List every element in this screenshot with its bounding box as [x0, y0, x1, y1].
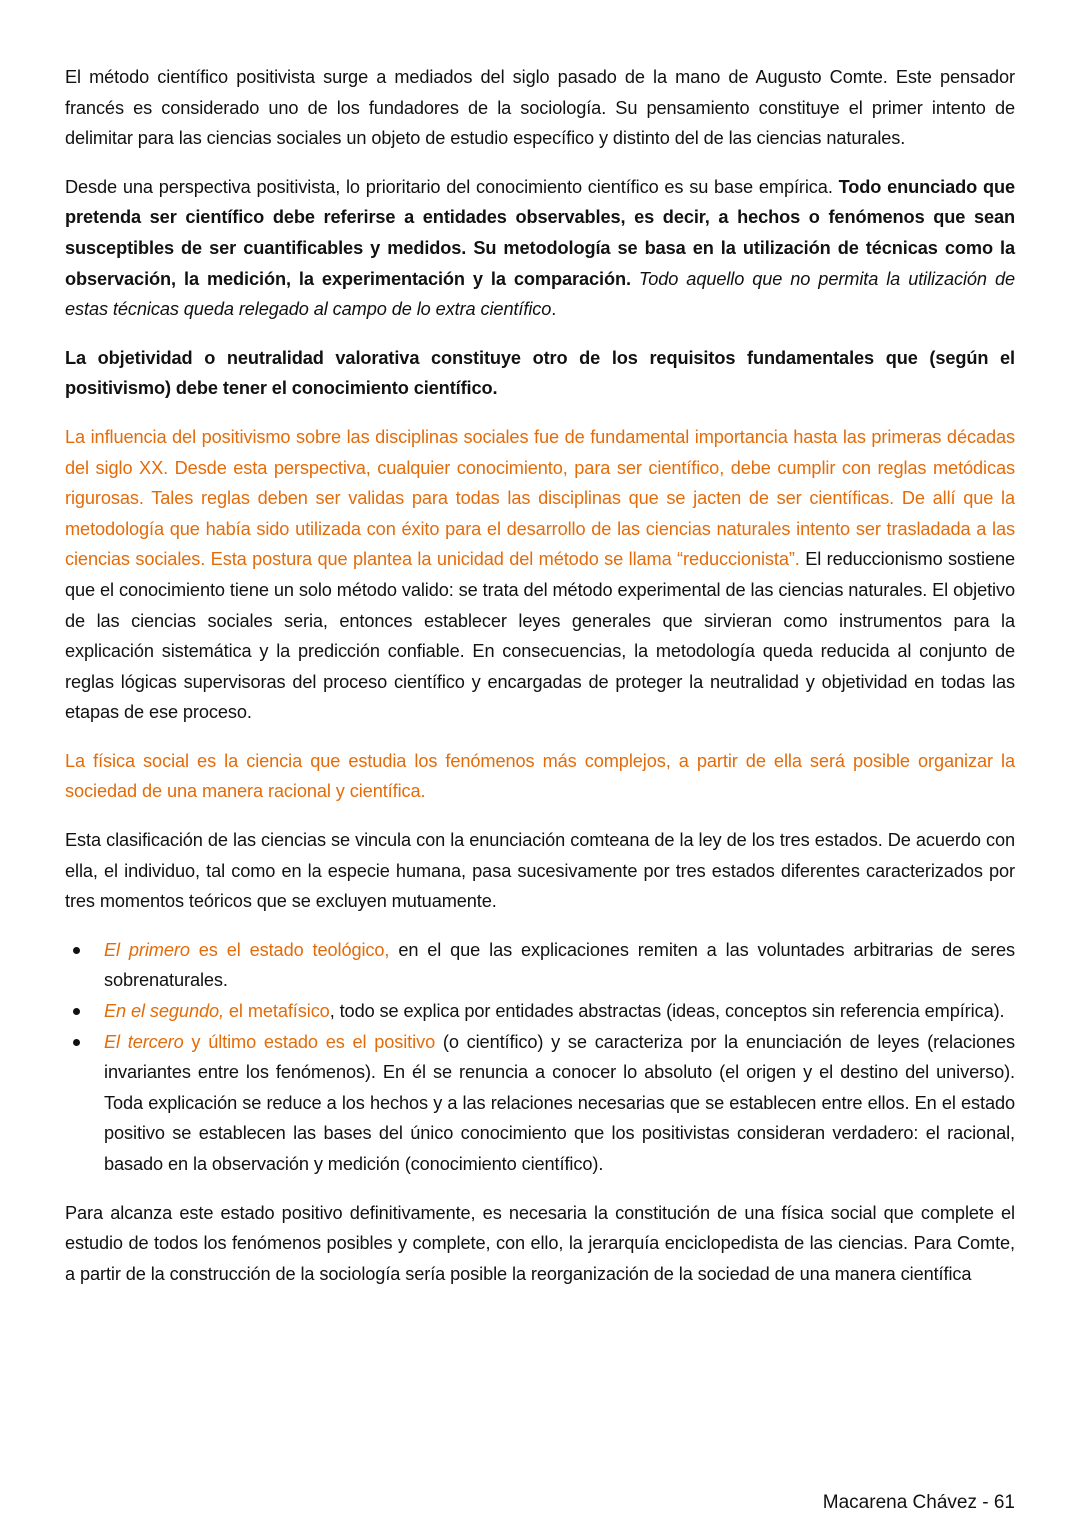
list-item-theological-state: [65, 935, 1015, 996]
text-segment: (o científico) y se caracteriza por la enunciación de leyes (relaciones invariantes entre los fenómenos). En él se renuncia a conocer lo absoluto (el origen y el destino del universo). Toda explicación se reduce a los hechos y a las relaciones necesarias que se establecen entre ellos. En el estado positivo se establecen las bases del único conocimiento que los positivistas consideran verdadero: el racional, basado en la observación y medición (conocimiento científico).: [104, 1031, 1015, 1174]
footer-author-page: Macarena Chávez - 61: [822, 1492, 1015, 1513]
paragraph-three-states-intro: [65, 825, 1015, 917]
text-segment: El reduccionismo sostiene que el conocimiento tiene un solo método valido: se trata del método experimental de las ciencias naturales. El objetivo de las ciencias sociales seria, entonces establecer leyes generales que sirvieran como instrumentos para la explicación sistemática y la predicción confiable. En consecuencias, la metodología queda reducida al conjunto de reglas lógicas supervisoras del proceso científico y encargadas de proteger la neutralidad y objetividad en todas las etapas de ese proceso.: [65, 549, 1015, 723]
italic-text-segment: Todo aquello que no permita la utilización de estas técnicas queda relegado al campo de lo extra científico: [65, 268, 1015, 320]
bold-text-segment: Todo enunciado que pretenda ser científico debe referirse a entidades observables, es decir, a hechos o fenómenos que sean susceptibles de ser cuantificables y medidos. Su metodología se basa en la utilización de técnicas como la observación, la medición, la experimentación y la comparación.: [65, 176, 1015, 289]
document-page: [65, 62, 1015, 1307]
highlighted-text-segment: es el estado teológico,: [189, 939, 390, 960]
highlighted-text-segment: y último estado es el positivo: [183, 1031, 436, 1052]
paragraph-closing: [65, 1198, 1015, 1290]
three-states-list: [65, 935, 1015, 1180]
highlighted-italic-segment: El primero: [104, 939, 190, 960]
page-footer: [823, 1492, 1015, 1514]
bullet-icon: [73, 947, 80, 954]
highlighted-text-segment: el metafísico: [223, 1001, 330, 1022]
bullet-icon: [73, 1008, 80, 1015]
text-segment: El método científico positivista surge a mediados del siglo pasado de la mano de Augusto Comte. Este pensador francés es considerado uno de los fundadores de la sociología. Su pensamiento constituye el primer intento de delimitar para las ciencias sociales un objeto de estudio específico y distinto del de las ciencias naturales.: [65, 67, 1015, 149]
paragraph-comte-intro: [65, 62, 1015, 154]
text-segment: .: [551, 299, 557, 320]
list-item-metaphysical-state: [65, 996, 1015, 1027]
bold-text-segment: La objetividad o neutralidad valorativa constituye otro de los requisitos fundamentales que (según el positivismo) debe tener el conocimiento científico.: [65, 347, 1015, 399]
paragraph-reductionism: [65, 422, 1015, 728]
list-item-positive-state: [65, 1027, 1015, 1180]
text-segment: Desde una perspectiva positivista, lo prioritario del conocimiento científico es su base empírica.: [65, 176, 839, 197]
bullet-icon: [73, 1039, 80, 1046]
paragraph-objectivity: [65, 343, 1015, 404]
highlighted-italic-segment: El tercero: [104, 1031, 184, 1052]
paragraph-empirical-basis: [65, 172, 1015, 325]
text-segment: Esta clasificación de las ciencias se vincula con la enunciación comteana de la ley de los tres estados. De acuerdo con ella, el individuo, tal como en la especie humana, pasa sucesivamente por tres estados diferentes caracterizados por tres momentos teóricos que se excluyen mutuamente.: [65, 830, 1015, 912]
text-segment: Para alcanza este estado positivo definitivamente, es necesaria la constitución de una física social que complete el estudio de todos los fenómenos posibles y complete, con ello, la jerarquía enciclopedista de las ciencias. Para Comte, a partir de la construcción de la sociología sería posible la reorganización de la sociedad de una manera científica: [65, 1202, 1015, 1284]
highlighted-italic-segment: En el segundo,: [104, 1001, 224, 1022]
highlighted-text-segment: La física social es la ciencia que estudia los fenómenos más complejos, a partir de ella será posible organizar la sociedad de una manera racional y científica.: [65, 750, 1015, 802]
paragraph-social-physics: [65, 746, 1015, 807]
text-segment: en el que las explicaciones remiten a las voluntades arbitrarias de seres sobrenaturales.: [104, 939, 1016, 991]
highlighted-text-segment: La influencia del positivismo sobre las disciplinas sociales fue de fundamental importancia hasta las primeras décadas del siglo XX. Desde esta perspectiva, cualquier conocimiento, para ser científico, debe cumplir con reglas metódicas rigurosas. Tales reglas deben ser validas para todas las disciplinas que se jacten de ser científicas. De allí que la metodología que había sido utilizada con éxito para el desarrollo de las ciencias naturales intento ser trasladada a las ciencias sociales. Esta postura que plantea la unicidad del método se llama “reduccionista”.: [65, 426, 1015, 570]
text-segment: , todo se explica por entidades abstractas (ideas, conceptos sin referencia empírica).: [329, 1001, 1005, 1022]
